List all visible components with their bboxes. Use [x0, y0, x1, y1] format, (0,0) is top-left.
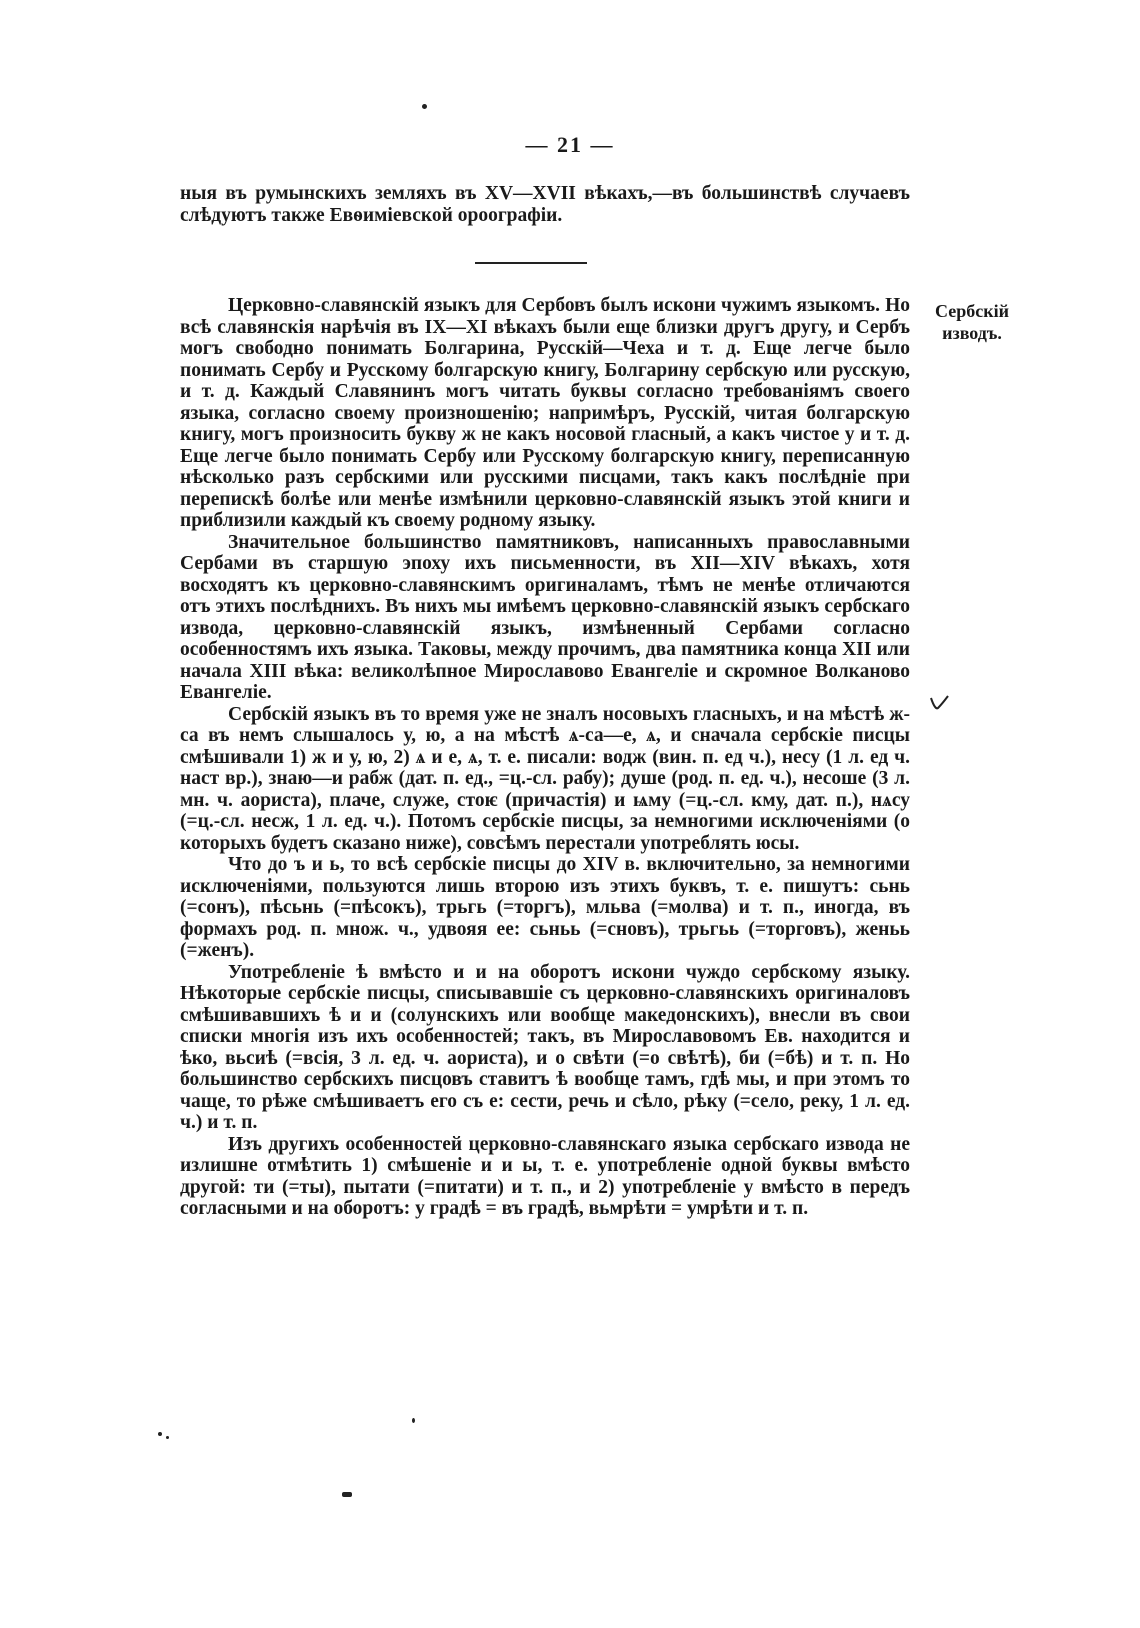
main-text	[180, 295, 910, 1220]
paragraph: Употребленіе ѣ вмѣсто и и на оборотъ искони чуждо сербскому языку. Нѣкоторые сербскіе писцы, списывавшіе съ церковно-славянскихъ оригиналовъ смѣшивавшихъ ѣ и и (солунскихъ или вообще македонскихъ), внесли въ свои списки многія изъ ихъ особенностей; такъ, въ Мирославовомъ Ев. находится и ѣко, вьсиѣ (=всія, 3 л. ед. ч. аориста), и о свѣти (=о свѣтѣ), би (=бѣ) и т. п. Но большинство сербскихъ писцовъ ставитъ ѣ вообще тамъ, гдѣ мы, и при этомъ то чаще, то рѣже смѣшиваетъ его съ е: сести, речь и сѣло, рѣку (=село, реку, 1 л. ед. ч.) и т. п.	[180, 961, 910, 1133]
paragraph: Изъ другихъ особенностей церковно-славянскаго языка сербскаго извода не излишне отмѣтить 1) смѣшеніе и и ы, т. е. употребленіе одной буквы вмѣсто другой: ти (=ты), пытати (=питати) и т. п., и 2) употребленіе у вмѣсто в передъ согласными и на оборотъ: у градѣ = въ градѣ, вьмрѣти = умрѣти и т. п.	[180, 1133, 910, 1219]
ink-mark	[412, 1418, 415, 1423]
margin-note: Сербскій изводъ.	[935, 301, 1009, 343]
intro-text	[180, 183, 910, 226]
ink-mark	[158, 1432, 162, 1436]
paragraph: Значительное большинство памятниковъ, написанныхъ православными Сербами въ старшую эпоху ихъ письменности, въ XII—XIV вѣкахъ, хотя восходятъ къ церковно-славянскимъ оригиналамъ, тѣмъ не менѣе отличаются отъ этихъ послѣднихъ. Въ нихъ мы имѣемъ церковно-славянскій языкъ сербскаго извода, церковно-славянскій языкъ, измѣненный Сербами согласно особенностямъ ихъ языка. Таковы, между прочимъ, два памятника конца XII или начала XIII вѣка: великолѣпное Мирославово Евангеліе и скромное Волканово Евангеліе.	[180, 531, 910, 703]
paragraph: Сербскій языкъ въ то время уже не зналъ носовыхъ гласныхъ, и на мѣстѣ ж-са въ немъ слышалось у, ю, а на мѣстѣ ѧ-са—е, ѧ, и сначала сербскіе писцы смѣшивали 1) ж и у, ю, 2) ѧ и е, ѧ, т. е. писали: водж (вин. п. ед ч.), несу (1 л. ед ч. наст вр.), знаю—и рабж (дат. п. ед., =ц.-сл. рабу); душе (род. п. ед. ч.), несоше (3 л. мн. ч. аориста), плаче, служе, стоѥ (причастія) и ѩму (=ц.-сл. кму, дат. п.), нѧсу (=ц.-сл. несж, 1 л. ед. ч.). Потомъ сербскіе писцы, за немногими исключеніями (о которыхъ будетъ сказано ниже), совсѣмъ перестали употреблять юсы.	[180, 703, 910, 854]
intro-paragraph: ныя въ румынскихъ земляхъ въ XV—XVII вѣкахъ,—въ большинствѣ случаевъ слѣдуютъ также Евѳиміевской ороографіи.	[180, 183, 910, 226]
section-divider	[475, 262, 587, 264]
ink-mark	[166, 1436, 169, 1439]
ink-dot	[422, 104, 427, 109]
ink-mark	[342, 1492, 352, 1497]
paragraph: Церковно-славянскій языкъ для Сербовъ былъ искони чужимъ языкомъ. Но всѣ славянскія нарѣчія въ IX—XI вѣкахъ были еще близки другъ другу, и Сербъ могъ свободно понимать Болгарина, Русскій—Чеха и т. д. Еще легче было понимать Сербу и Русскому болгарскую книгу, Болгарину сербскую или русскую, и т. д. Каждый Славянинъ могъ читать буквы согласно требованіямъ своего языка, согласно своему произношенію; напримѣръ, Русскій, читая болгарскую книгу, могъ произносить букву ж не какъ носовой гласный, а какъ чистое у и т. д. Еще легче было понимать Сербу или Русскому болгарскую книгу, переписанную нѣсколько разъ сербскими или русскими писцами, такъ какъ послѣдніе при перепискѣ болѣе или менѣе измѣнили церковно-славянскій языкъ этой книги и приблизили каждый къ своему родному языку.	[180, 295, 910, 531]
page-number: — 21 —	[525, 132, 615, 157]
paragraph: Что до ъ и ь, то всѣ сербскіе писцы до XIV в. включительно, за немногими исключеніями, пользуются лишь второю изъ этихъ буквъ, т. е. пишутъ: сьнь (=сонъ), пѣсьнь (=пѣсокъ), трьгь (=торгъ), мльва (=молва) и т. п., иногда, въ формахъ род. п. множ. ч., удвояя ее: сьньь (=сновъ), трьгьь (=торговъ), женьь (=женъ).	[180, 854, 910, 961]
handwritten-checkmark	[928, 692, 952, 714]
